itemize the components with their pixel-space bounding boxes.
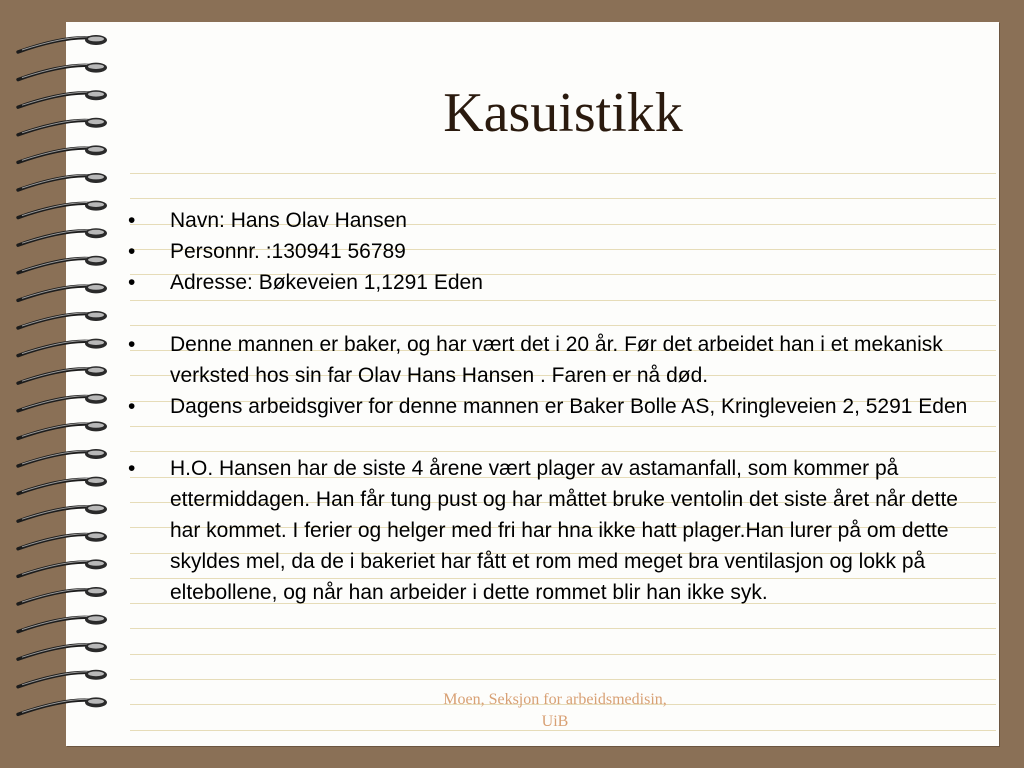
- bullet-list: [128, 205, 988, 608]
- spiral-coil: [18, 642, 107, 659]
- list-item: [128, 267, 988, 298]
- bullet-text: Adresse: Bøkeveien 1,1291 Eden: [170, 271, 483, 294]
- spiral-coil: [18, 228, 107, 245]
- spiral-coil: [18, 394, 107, 411]
- bullet-text: Denne mannen er baker, og har vært det i 20 år. Før det arbeidet han i et mekanisk verksted hos sin far Olav Hans Hansen . Faren er nå død.: [170, 333, 943, 387]
- spiral-coil: [18, 283, 107, 300]
- ruled-line: [130, 654, 996, 655]
- spiral-coil: [18, 504, 107, 521]
- list-item: [128, 236, 988, 267]
- spiral-coil: [18, 697, 107, 714]
- spiral-coil: [18, 559, 107, 576]
- spiral-coil: [18, 421, 107, 438]
- spiral-coil: [18, 145, 107, 162]
- list-item: [128, 453, 988, 608]
- spiral-coil: [18, 670, 107, 687]
- bullet-icon: •: [128, 209, 136, 232]
- bullet-icon: •: [128, 457, 136, 480]
- bullet-icon: •: [128, 333, 136, 356]
- list-item: [128, 205, 988, 236]
- spiral-coil: [18, 173, 107, 190]
- ruled-line: [130, 173, 996, 174]
- spiral-coil: [18, 532, 107, 549]
- bullet-text: Dagens arbeidsgiver for denne mannen er Baker Bolle AS, Kringleveien 2, 5291 Eden: [170, 395, 968, 418]
- list-item: [128, 391, 988, 422]
- spiral-coil: [18, 587, 107, 604]
- spiral-coil: [18, 311, 107, 328]
- spiral-coil: [18, 366, 107, 383]
- footer-line: Moen, Seksjon for arbeidsmedisin,: [443, 691, 667, 708]
- spiral-coil: [18, 35, 107, 52]
- bullet-text: H.O. Hansen har de siste 4 årene vært plager av astamanfall, som kommer på ettermiddagen. Han får tung pust og har måttet bruke ventolin det siste året når dette har kommet. I ferier og helger med fri har hna ikke hatt plager.Han lurer på om dette skyldes mel, da de i bakeriet har fått et rom med meget bra ventilasjon og lokk på eltebollene, og når han arbeider i dette rommet blir han ikke syk.: [170, 457, 958, 604]
- list-spacer: [128, 298, 988, 329]
- ruled-line: [130, 628, 996, 629]
- list-spacer: [128, 422, 988, 453]
- spiral-coil: [18, 339, 107, 356]
- spiral-coil: [18, 201, 107, 218]
- spiral-binding: [0, 0, 112, 768]
- spiral-coil: [18, 90, 107, 107]
- spiral-coil: [18, 477, 107, 494]
- bullet-icon: •: [128, 271, 136, 294]
- ruled-line: [130, 679, 996, 680]
- bullet-icon: •: [128, 395, 136, 418]
- bullet-text: Personnr. :130941 56789: [170, 240, 406, 263]
- bullet-text: Navn: Hans Olav Hansen: [170, 209, 407, 232]
- spiral-coil: [18, 118, 107, 135]
- spiral-coil: [18, 449, 107, 466]
- spiral-coil: [18, 256, 107, 273]
- bullet-icon: •: [128, 240, 136, 263]
- footer-line: UiB: [541, 713, 569, 730]
- spiral-coil: [18, 63, 107, 80]
- list-item: [128, 329, 988, 391]
- footer-credit: [395, 689, 715, 733]
- spiral-coil: [18, 615, 107, 632]
- slide-title: Kasuistikk: [443, 82, 683, 144]
- ruled-line: [130, 198, 996, 199]
